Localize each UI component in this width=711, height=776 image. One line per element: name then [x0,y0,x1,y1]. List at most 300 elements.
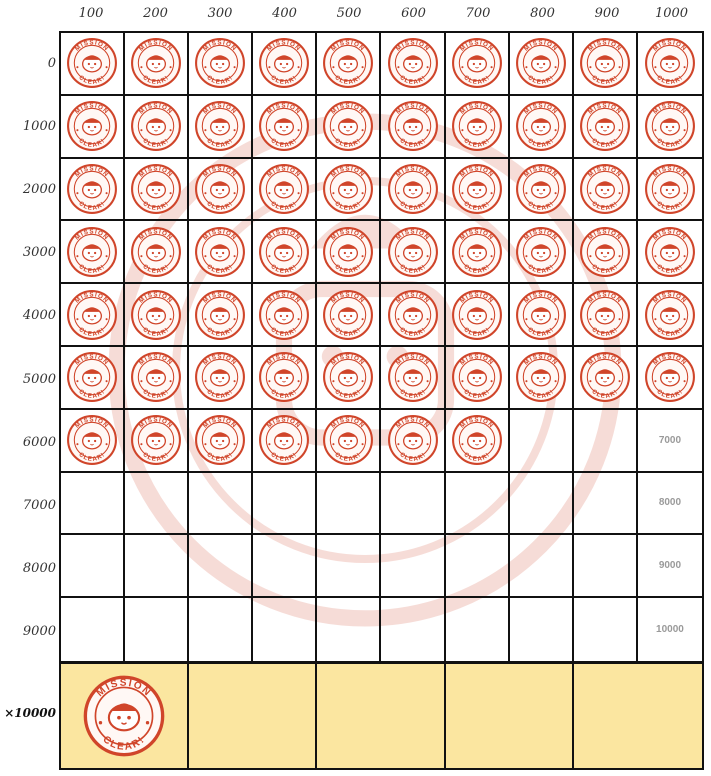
mission-clear-stamp-icon [66,289,118,341]
svg-text:MISSION: MISSION [394,102,431,116]
svg-text:CLEAR!: CLEAR! [77,74,107,87]
mission-clear-stamp-icon [322,163,374,215]
stamp-cell [446,410,510,473]
stamp-cell [574,473,638,536]
svg-text:MISSION: MISSION [202,290,239,305]
column-headers [59,6,706,28]
row-label: 9000 [22,624,56,640]
stamp-cell [381,598,445,661]
svg-text:MISSION: MISSION [522,39,559,54]
stamp-cell [125,347,189,410]
svg-text:MISSION: MISSION [651,102,689,116]
svg-text:CLEAR!: CLEAR! [655,262,685,275]
stamp-cell [125,33,189,96]
mission-clear-stamp-icon [387,226,439,278]
svg-text:MISSION: MISSION [266,290,303,305]
svg-text:MISSION: MISSION [394,416,431,430]
svg-text:CLEAR!: CLEAR! [205,137,235,150]
mission-clear-stamp-icon [258,37,310,89]
cell-value-label: 7000 [658,434,682,446]
mission-clear-stamp-icon [644,226,696,278]
mission-clear-stamp-icon [82,674,166,758]
svg-text:MISSION: MISSION [330,353,367,368]
svg-text:MISSION: MISSION [73,416,111,430]
stamp-cell [638,598,702,661]
stamp-cell [61,33,125,96]
svg-text:CLEAR!: CLEAR! [141,325,171,338]
mission-clear-stamp-icon [515,163,567,215]
stamp-cell [510,473,574,536]
svg-text:CLEAR!: CLEAR! [77,451,107,464]
svg-text:CLEAR!: CLEAR! [462,451,492,464]
mission-clear-stamp-icon [66,351,118,403]
svg-text:CLEAR!: CLEAR! [269,451,299,464]
column-label: 300 [207,6,233,21]
stamp-grid [59,31,704,663]
column-label: 800 [530,6,555,21]
mission-clear-stamp-icon [579,100,631,152]
stamp-cell [189,347,253,410]
svg-text:CLEAR!: CLEAR! [590,388,620,401]
stamp-cell [381,535,445,598]
svg-text:MISSION: MISSION [651,39,689,54]
svg-text:MISSION: MISSION [137,416,175,430]
svg-text:CLEAR!: CLEAR! [655,200,685,212]
stamp-cell [189,598,253,661]
stamp-cell [381,33,445,96]
row-label: 3000 [22,245,56,261]
svg-text:MISSION: MISSION [586,102,624,116]
svg-text:MISSION: MISSION [73,165,111,179]
svg-text:CLEAR!: CLEAR! [462,200,492,212]
svg-text:CLEAR!: CLEAR! [655,74,685,87]
mission-clear-stamp-icon [579,163,631,215]
row-label: 5000 [22,371,56,387]
mission-clear-stamp-icon [644,289,696,341]
svg-text:CLEAR!: CLEAR! [77,200,107,212]
mission-clear-stamp-icon [515,226,567,278]
svg-text:CLEAR!: CLEAR! [397,451,428,464]
svg-text:CLEAR!: CLEAR! [590,74,620,87]
stamp-cell [317,221,381,284]
svg-text:MISSION: MISSION [458,228,495,242]
svg-text:MISSION: MISSION [458,102,495,116]
stamp-cell [638,33,702,96]
mission-clear-stamp-icon [194,163,246,215]
bonus-cell [61,664,189,768]
svg-text:MISSION: MISSION [522,353,559,368]
svg-text:CLEAR!: CLEAR! [397,388,428,401]
svg-text:CLEAR!: CLEAR! [141,262,171,275]
mission-clear-stamp-icon [258,351,310,403]
svg-text:CLEAR!: CLEAR! [269,388,299,401]
svg-text:CLEAR!: CLEAR! [333,388,364,401]
mission-clear-stamp-icon [515,351,567,403]
stamp-cell [574,33,638,96]
svg-text:MISSION: MISSION [73,102,111,116]
svg-text:MISSION: MISSION [458,39,495,54]
mission-clear-stamp-icon [66,100,118,152]
stamp-cell [317,410,381,473]
mission-clear-stamp-icon [451,100,503,152]
svg-text:MISSION: MISSION [458,165,495,179]
mission-clear-stamp-icon [130,163,182,215]
svg-text:CLEAR!: CLEAR! [269,200,299,212]
svg-text:MISSION: MISSION [137,39,175,54]
svg-text:MISSION: MISSION [330,39,367,54]
stamp-cell [510,33,574,96]
svg-text:CLEAR!: CLEAR! [141,137,171,150]
svg-text:MISSION: MISSION [266,39,303,54]
svg-text:MISSION: MISSION [586,228,624,242]
column-label: 100 [78,6,104,21]
stamp-cell [253,33,317,96]
svg-text:CLEAR!: CLEAR! [333,262,364,275]
svg-text:MISSION: MISSION [458,416,495,430]
svg-text:CLEAR!: CLEAR! [462,137,492,150]
stamp-cell [446,96,510,159]
svg-text:CLEAR!: CLEAR! [526,325,556,338]
stamp-cell [189,33,253,96]
svg-text:MISSION: MISSION [330,416,367,430]
stamp-cell [125,159,189,222]
mission-clear-stamp-icon [387,100,439,152]
mission-clear-stamp-icon [451,289,503,341]
mission-clear-stamp-icon [322,289,374,341]
mission-clear-stamp-icon [515,289,567,341]
stamp-cell [446,473,510,536]
row-label: 0 [47,55,56,71]
stamp-cell [253,159,317,222]
cell-value-label: 9000 [658,560,682,572]
stamp-cell [638,221,702,284]
svg-text:MISSION: MISSION [458,353,495,368]
mission-clear-stamp-icon [322,37,374,89]
svg-text:CLEAR!: CLEAR! [462,325,492,338]
svg-text:MISSION: MISSION [522,165,559,179]
mission-clear-stamp-icon [194,37,246,89]
stamp-cell [253,535,317,598]
svg-text:MISSION: MISSION [202,416,239,430]
stamp-cell [446,33,510,96]
stamp-cell [638,284,702,347]
column-label: 600 [401,6,426,21]
stamp-cell [189,96,253,159]
mission-clear-stamp-icon [322,226,374,278]
stamp-cell [510,96,574,159]
mission-clear-stamp-icon [258,289,310,341]
mission-clear-stamp-icon [258,163,310,215]
bonus-cell [317,664,445,768]
stamp-cell [574,96,638,159]
svg-text:CLEAR!: CLEAR! [462,262,492,275]
svg-text:CLEAR!: CLEAR! [269,325,299,338]
svg-text:MISSION: MISSION [73,228,111,242]
svg-text:CLEAR!: CLEAR! [397,200,428,212]
svg-text:MISSION: MISSION [137,290,175,305]
svg-text:CLEAR!: CLEAR! [462,388,492,401]
row-label: 6000 [22,434,56,450]
column-label: 400 [272,6,297,21]
stamp-cell [125,221,189,284]
svg-text:CLEAR!: CLEAR! [269,262,299,275]
svg-text:MISSION: MISSION [202,102,239,116]
mission-clear-stamp-icon [322,351,374,403]
mission-clear-stamp-icon [579,226,631,278]
column-label: 500 [336,6,362,21]
mission-clear-stamp-icon [258,226,310,278]
row-label: 7000 [22,498,56,513]
svg-text:CLEAR!: CLEAR! [205,451,235,464]
svg-text:MISSION: MISSION [394,353,431,368]
svg-text:MISSION: MISSION [330,228,367,242]
stamp-cell [61,473,125,536]
stamp-cell [446,347,510,410]
stamp-cell [638,473,702,536]
mission-clear-stamp-icon [66,37,118,89]
svg-text:MISSION: MISSION [137,228,175,242]
row-headers [0,32,58,772]
mission-clear-stamp-icon [644,37,696,89]
stamp-cell [510,221,574,284]
row-label: 4000 [22,308,56,324]
mission-clear-stamp-icon [451,226,503,278]
svg-text:CLEAR!: CLEAR! [77,137,107,150]
svg-text:MISSION: MISSION [266,102,303,116]
mission-clear-stamp-icon [194,351,246,403]
svg-text:CLEAR!: CLEAR! [333,137,364,150]
stamp-cell [381,473,445,536]
svg-text:MISSION: MISSION [94,677,154,700]
mission-clear-stamp-icon [579,37,631,89]
stamp-cell [574,284,638,347]
mission-clear-stamp-icon [387,163,439,215]
stamp-cell [381,96,445,159]
stamp-cell [381,410,445,473]
svg-text:MISSION: MISSION [522,228,559,242]
stamp-cell [253,473,317,536]
svg-text:MISSION: MISSION [266,228,303,242]
svg-text:CLEAR!: CLEAR! [141,451,171,464]
mission-clear-stamp-icon [644,100,696,152]
stamp-cell [189,410,253,473]
mission-clear-stamp-icon [579,351,631,403]
svg-text:CLEAR!: CLEAR! [205,262,235,275]
svg-text:MISSION: MISSION [522,102,559,116]
mission-clear-stamp-icon [194,226,246,278]
svg-text:MISSION: MISSION [651,353,689,368]
stamp-cell [189,159,253,222]
svg-text:CLEAR!: CLEAR! [590,325,620,338]
svg-text:CLEAR!: CLEAR! [462,74,492,87]
stamp-cell [510,159,574,222]
mission-clear-stamp-icon [130,100,182,152]
svg-text:CLEAR!: CLEAR! [526,137,556,150]
svg-text:CLEAR!: CLEAR! [333,451,364,464]
stamp-cell [125,535,189,598]
svg-text:MISSION: MISSION [651,228,689,242]
stamp-cell [253,347,317,410]
svg-text:MISSION: MISSION [266,353,303,368]
stamp-cell [574,159,638,222]
mission-clear-stamp-icon [451,37,503,89]
stamp-cell [317,598,381,661]
mission-clear-stamp-icon [322,414,374,466]
svg-text:MISSION: MISSION [586,290,624,305]
stamp-cell [125,96,189,159]
mission-clear-stamp-icon [387,37,439,89]
svg-text:CLEAR!: CLEAR! [655,325,685,338]
svg-text:CLEAR!: CLEAR! [397,74,428,87]
svg-text:CLEAR!: CLEAR! [77,388,107,401]
stamp-cell [317,535,381,598]
bonus-cell [189,664,317,768]
mission-clear-stamp-icon [130,351,182,403]
stamp-cell [125,598,189,661]
stamp-cell [510,535,574,598]
mission-clear-stamp-icon [451,414,503,466]
svg-text:CLEAR!: CLEAR! [526,262,556,275]
stamp-cell [125,473,189,536]
stamp-cell [446,159,510,222]
mission-clear-stamp-icon [194,289,246,341]
mission-clear-stamp-icon [66,226,118,278]
svg-text:MISSION: MISSION [586,165,624,179]
column-label: 1000 [654,6,689,21]
stamp-cell [510,598,574,661]
stamp-cell [638,347,702,410]
stamp-cell [253,221,317,284]
mission-clear-stamp-icon [644,351,696,403]
bonus-row [59,662,704,770]
svg-text:CLEAR!: CLEAR! [269,137,299,150]
stamp-cell [510,284,574,347]
stamp-cell [253,96,317,159]
stamp-cell [61,347,125,410]
stamp-cell [317,159,381,222]
svg-text:CLEAR!: CLEAR! [333,325,364,338]
svg-text:CLEAR!: CLEAR! [397,325,428,338]
svg-text:MISSION: MISSION [522,290,559,305]
svg-text:CLEAR!: CLEAR! [590,137,620,150]
mission-clear-stamp-icon [515,37,567,89]
stamp-cell [125,410,189,473]
svg-text:MISSION: MISSION [202,39,239,54]
stamp-cell [638,96,702,159]
stamp-cell [61,96,125,159]
stamp-cell [317,33,381,96]
stamp-cell [317,347,381,410]
svg-text:MISSION: MISSION [651,165,689,179]
stamp-cell [574,221,638,284]
column-label: 900 [594,6,620,21]
stamp-cell [446,535,510,598]
stamp-cell [381,221,445,284]
svg-text:MISSION: MISSION [202,228,239,242]
svg-text:MISSION: MISSION [394,165,431,179]
svg-text:MISSION: MISSION [137,102,175,116]
mission-clear-stamp-icon [451,163,503,215]
bonus-cell [446,664,574,768]
svg-text:CLEAR!: CLEAR! [397,137,428,150]
svg-text:MISSION: MISSION [137,353,175,368]
svg-text:CLEAR!: CLEAR! [205,388,235,401]
svg-text:MISSION: MISSION [651,290,689,305]
mission-clear-stamp-icon [194,100,246,152]
svg-text:MISSION: MISSION [73,290,111,305]
svg-text:MISSION: MISSION [202,353,239,368]
stamp-cell [61,159,125,222]
row-label: 8000 [22,561,56,577]
svg-text:MISSION: MISSION [330,102,367,116]
svg-text:MISSION: MISSION [330,290,367,305]
mission-clear-stamp-icon [66,414,118,466]
mission-clear-stamp-icon [579,289,631,341]
mission-clear-stamp-icon [130,37,182,89]
stamp-cell [446,598,510,661]
mission-clear-stamp-icon [387,414,439,466]
stamp-cell [61,535,125,598]
stamp-cell [638,535,702,598]
svg-text:MISSION: MISSION [202,165,239,179]
svg-text:CLEAR!: CLEAR! [655,137,685,150]
svg-text:CLEAR!: CLEAR! [141,74,171,87]
cell-value-label: 8000 [658,497,682,509]
svg-text:MISSION: MISSION [458,290,495,305]
stamp-cell [638,410,702,473]
stamp-cell [381,347,445,410]
mission-clear-stamp-icon [387,351,439,403]
mission-clear-stamp-icon [258,414,310,466]
svg-text:MISSION: MISSION [394,39,431,54]
bonus-cell [574,664,702,768]
mission-clear-stamp-icon [66,163,118,215]
svg-text:CLEAR!: CLEAR! [526,74,556,87]
stamp-cell [317,96,381,159]
stamp-cell [574,535,638,598]
svg-text:MISSION: MISSION [137,165,175,179]
svg-text:CLEAR!: CLEAR! [77,262,107,275]
mission-clear-stamp-icon [258,100,310,152]
svg-text:MISSION: MISSION [586,39,624,54]
stamp-cell [381,284,445,347]
stamp-cell [446,221,510,284]
stamp-cell [189,284,253,347]
mission-clear-stamp-icon [515,100,567,152]
svg-text:CLEAR!: CLEAR! [333,74,364,87]
stamp-cell [381,159,445,222]
stamp-cell [574,347,638,410]
mission-clear-stamp-icon [644,163,696,215]
stamp-cell [189,221,253,284]
bonus-row-label: ×10000 [4,706,56,720]
mission-clear-stamp-icon [194,414,246,466]
stamp-cell [510,410,574,473]
svg-text:MISSION: MISSION [73,353,111,368]
svg-text:CLEAR!: CLEAR! [141,388,171,401]
stamp-cell [61,598,125,661]
stamp-cell [125,284,189,347]
mission-clear-stamp-icon [130,289,182,341]
mission-clear-stamp-icon [130,414,182,466]
svg-text:CLEAR!: CLEAR! [205,74,235,87]
svg-text:MISSION: MISSION [586,353,624,368]
svg-text:CLEAR!: CLEAR! [333,200,364,212]
stamp-cell [317,284,381,347]
svg-text:CLEAR!: CLEAR! [100,734,148,753]
stamp-cell [61,284,125,347]
stamp-cell [253,284,317,347]
